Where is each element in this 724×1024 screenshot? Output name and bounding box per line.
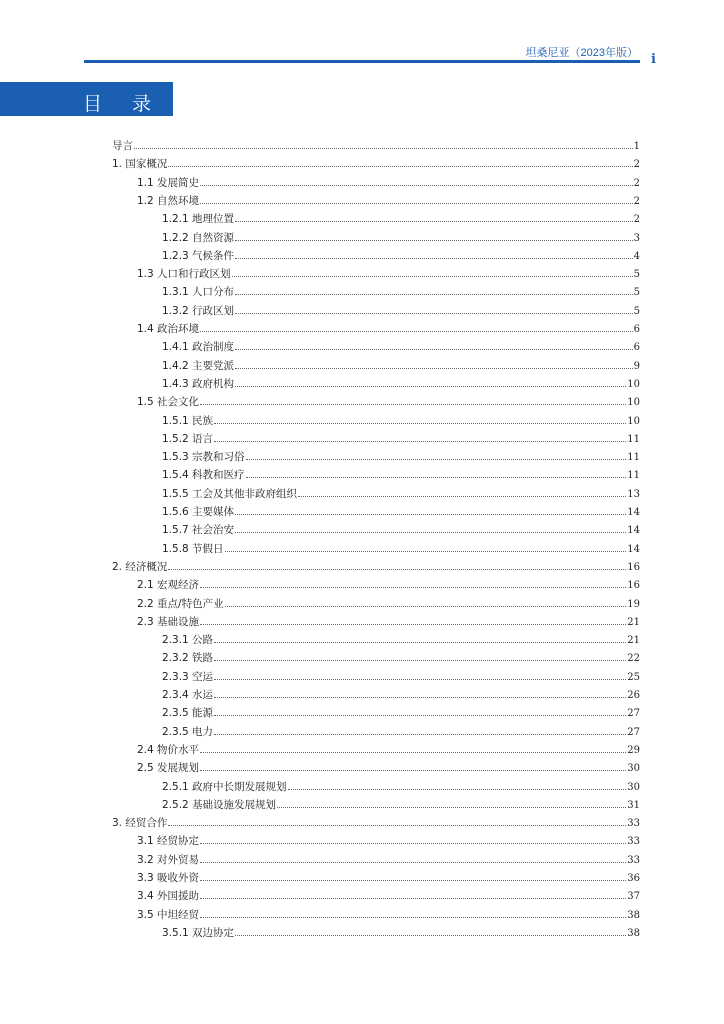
toc-entry-page: 14 bbox=[627, 507, 640, 518]
toc-entry-label: 1.4 政治环境 bbox=[137, 323, 200, 335]
toc-entry[interactable] bbox=[162, 247, 640, 265]
toc-entry[interactable] bbox=[137, 906, 640, 924]
toc-entry[interactable] bbox=[112, 137, 640, 155]
toc-entry-label: 2.5.2 基础设施发展规划 bbox=[162, 798, 277, 811]
toc-entry-label: 1.4.3 政府机构 bbox=[162, 377, 235, 390]
toc-entry[interactable] bbox=[162, 466, 640, 484]
toc-entry-label: 1.5.3 宗教和习俗 bbox=[162, 451, 245, 464]
toc-entry-page: 27 bbox=[627, 708, 640, 720]
toc-entry-page: 11 bbox=[627, 470, 640, 482]
toc-entry-label: 3.4 外国援助 bbox=[137, 890, 200, 903]
toc-leader-dots bbox=[168, 568, 626, 570]
toc-leader-dots bbox=[200, 202, 633, 204]
toc-entry[interactable] bbox=[162, 375, 640, 393]
toc-leader-dots bbox=[168, 824, 626, 826]
toc-leader-dots bbox=[235, 312, 633, 314]
toc-entry[interactable] bbox=[112, 814, 640, 832]
toc-entry-label: 2.1 宏观经济 bbox=[137, 579, 200, 592]
toc-entry-label: 1.2.3 气候条件 bbox=[162, 249, 235, 262]
toc-leader-dots bbox=[200, 879, 626, 881]
toc-entry[interactable] bbox=[162, 540, 640, 558]
toc-entry-page: 10 bbox=[627, 397, 640, 409]
toc-entry-label: 1.2.1 地理位置 bbox=[162, 213, 235, 226]
toc-entry-page: 5 bbox=[633, 287, 640, 299]
toc-entry-label: 3.3 吸收外资 bbox=[137, 872, 200, 884]
toc-entry[interactable] bbox=[112, 558, 640, 576]
toc-leader-dots bbox=[298, 495, 626, 497]
toc-entry-page: 2 bbox=[633, 195, 640, 207]
toc-entry-label: 1.2.2 自然资源 bbox=[162, 231, 235, 244]
toc-entry-label: 1.2 自然环境 bbox=[137, 194, 200, 207]
toc-leader-dots bbox=[235, 348, 633, 350]
toc-entry[interactable] bbox=[162, 686, 640, 704]
toc-entry-page: 2 bbox=[633, 159, 640, 171]
toc-entry-label: 1.3 人口和行政区划 bbox=[137, 268, 231, 281]
toc-entry-label: 3.1 经贸协定 bbox=[137, 835, 200, 848]
toc-entry-page: 6 bbox=[633, 342, 640, 354]
toc-leader-dots bbox=[200, 769, 626, 771]
toc-entry-page: 14 bbox=[627, 543, 640, 555]
toc-entry-label: 1.3.1 人口分布 bbox=[162, 286, 235, 299]
toc-entry-page: 36 bbox=[627, 873, 640, 884]
toc-entry[interactable] bbox=[137, 613, 640, 631]
toc-leader-dots bbox=[200, 897, 626, 899]
toc-entry-page: 2 bbox=[633, 214, 640, 226]
toc-entry[interactable] bbox=[162, 412, 640, 430]
toc-entry-label: 1.5.2 语言 bbox=[162, 432, 214, 445]
toc-entry-page: 33 bbox=[627, 836, 640, 848]
toc-entry-label: 3.2 对外贸易 bbox=[137, 853, 200, 866]
toc-entry[interactable] bbox=[162, 704, 640, 722]
toc-leader-dots bbox=[235, 239, 633, 241]
toc-entry-page: 16 bbox=[627, 561, 640, 573]
toc-entry-page: 5 bbox=[633, 305, 640, 317]
toc-entry[interactable] bbox=[162, 283, 640, 301]
toc-leader-dots bbox=[200, 751, 626, 753]
toc-entry[interactable] bbox=[162, 338, 640, 356]
toc-entry-page: 38 bbox=[627, 927, 640, 939]
running-header-title: 坦桑尼亚（2023年版） bbox=[525, 47, 638, 59]
toc-entry-page: 19 bbox=[627, 598, 640, 610]
toc-entry-label: 3.5.1 双边协定 bbox=[162, 926, 235, 939]
toc-entry[interactable] bbox=[162, 210, 640, 228]
toc-entry[interactable] bbox=[162, 649, 640, 667]
toc-entry[interactable] bbox=[162, 503, 640, 521]
toc-entry-label: 1.5.7 社会治安 bbox=[162, 524, 235, 537]
toc-entry-label: 1. 国家概况 bbox=[112, 158, 168, 171]
toc-entry-label: 1.1 发展简史 bbox=[137, 176, 200, 189]
toc-leader-dots bbox=[232, 275, 633, 277]
toc-leader-dots bbox=[288, 788, 627, 790]
toc-leader-dots bbox=[200, 861, 626, 863]
toc-entry[interactable] bbox=[137, 265, 640, 283]
toc-entry[interactable] bbox=[137, 869, 640, 887]
toc-entry[interactable] bbox=[162, 778, 640, 796]
toc-entry-page: 14 bbox=[627, 525, 640, 537]
toc-entry[interactable] bbox=[162, 448, 640, 466]
toc-entry[interactable] bbox=[162, 521, 640, 539]
toc-leader-dots bbox=[235, 220, 633, 222]
toc-entry-page: 2 bbox=[633, 177, 640, 189]
toc-entry-label: 1.5.1 民族 bbox=[162, 414, 214, 427]
toc-entry[interactable] bbox=[162, 302, 640, 320]
toc-entry[interactable] bbox=[162, 430, 640, 448]
toc-entry[interactable] bbox=[162, 485, 640, 503]
toc-entry[interactable] bbox=[162, 924, 640, 942]
toc-entry-label: 3. 经贸合作 bbox=[112, 817, 168, 830]
toc-leader-dots bbox=[134, 147, 633, 149]
page-number: i bbox=[651, 52, 656, 67]
toc-leader-dots bbox=[235, 293, 633, 295]
toc-entry-page: 33 bbox=[627, 854, 640, 866]
toc-entry-page: 21 bbox=[627, 616, 640, 628]
toc-entry-page: 30 bbox=[627, 781, 640, 793]
toc-leader-dots bbox=[200, 403, 626, 405]
toc-entry-label: 2.3.2 铁路 bbox=[162, 652, 214, 665]
toc-leader-dots bbox=[277, 806, 626, 808]
toc-leader-dots bbox=[235, 257, 633, 259]
toc-entry[interactable] bbox=[137, 393, 640, 411]
toc-entry[interactable] bbox=[137, 887, 640, 905]
toc-entry-page: 27 bbox=[627, 726, 640, 738]
toc-entry[interactable] bbox=[112, 155, 640, 173]
toc-leader-dots bbox=[200, 586, 626, 588]
toc-leader-dots bbox=[235, 531, 626, 533]
toc-leader-dots bbox=[214, 733, 626, 735]
toc-entry-label: 1.3.2 行政区划 bbox=[162, 304, 235, 317]
toc-leader-dots bbox=[225, 605, 627, 607]
toc-leader-dots bbox=[214, 696, 626, 698]
toc-entry-label: 2.3 基础设施 bbox=[137, 615, 200, 628]
toc-entry[interactable] bbox=[137, 192, 640, 210]
toc-leader-dots bbox=[235, 513, 626, 515]
toc-entry[interactable] bbox=[137, 851, 640, 869]
toc-entry[interactable] bbox=[162, 357, 640, 375]
toc-entry[interactable] bbox=[137, 759, 640, 777]
toc-entry[interactable] bbox=[162, 723, 640, 741]
toc-entry-page: 4 bbox=[633, 250, 640, 262]
toc-leader-dots bbox=[235, 934, 626, 936]
toc-entry-page: 31 bbox=[627, 799, 640, 811]
toc-entry-label: 1.5.8 节假日 bbox=[162, 542, 224, 555]
toc-entry[interactable] bbox=[137, 320, 640, 338]
toc-entry-page: 22 bbox=[627, 653, 640, 665]
toc-entry-label: 3.5 中坦经贸 bbox=[137, 908, 200, 921]
toc-leader-dots bbox=[200, 184, 633, 186]
toc-entry-label: 2.4 物价水平 bbox=[137, 743, 200, 756]
toc-entry-page: 9 bbox=[633, 360, 640, 372]
toc-entry-page: 25 bbox=[627, 671, 640, 683]
toc-entry-label: 1.5.4 科教和医疗 bbox=[162, 469, 245, 482]
toc-entry[interactable] bbox=[162, 668, 640, 686]
toc-entry-label: 导言 bbox=[112, 140, 133, 152]
toc-entry-page: 33 bbox=[627, 818, 640, 830]
toc-entry-page: 30 bbox=[627, 763, 640, 775]
toc-entry[interactable] bbox=[162, 229, 640, 247]
toc-entry[interactable] bbox=[137, 174, 640, 192]
toc-entry-page: 16 bbox=[627, 580, 640, 592]
toc-entry-page: 26 bbox=[627, 690, 640, 701]
toc-entry[interactable] bbox=[137, 741, 640, 759]
toc-entry-page: 6 bbox=[633, 324, 640, 335]
toc-entry-page: 5 bbox=[633, 269, 640, 281]
toc-entry-label: 2.3.4 水运 bbox=[162, 689, 214, 701]
toc-leader-dots bbox=[246, 458, 627, 460]
toc-entry-page: 11 bbox=[627, 452, 640, 464]
toc-leader-dots bbox=[235, 367, 633, 369]
toc-entry-label: 1.4.2 主要党派 bbox=[162, 359, 235, 372]
toc-entry[interactable] bbox=[137, 832, 640, 850]
toc-entry[interactable] bbox=[162, 796, 640, 814]
toc-entry-page: 13 bbox=[627, 488, 640, 500]
toc-entry-page: 10 bbox=[627, 415, 640, 427]
toc-entry[interactable] bbox=[162, 631, 640, 649]
toc-leader-dots bbox=[214, 641, 626, 643]
toc-entry-label: 2.3.3 空运 bbox=[162, 670, 214, 683]
toc-leader-dots bbox=[200, 623, 626, 625]
toc-entry[interactable] bbox=[137, 595, 640, 613]
toc-entry-label: 2.5 发展规划 bbox=[137, 762, 200, 775]
toc-entry-label: 1.5.6 主要媒体 bbox=[162, 506, 235, 518]
toc-leader-dots bbox=[214, 659, 626, 661]
toc-entry-label: 1.5 社会文化 bbox=[137, 396, 200, 409]
toc-entry-label: 2.5.1 政府中长期发展规划 bbox=[162, 780, 287, 793]
toc-entry-label: 2.2 重点/特色产业 bbox=[137, 597, 224, 610]
toc-entry-label: 2. 经济概况 bbox=[112, 560, 168, 573]
toc-entry-label: 1.4.1 政治制度 bbox=[162, 341, 235, 354]
toc-entry-label: 1.5.5 工会及其他非政府组织 bbox=[162, 487, 298, 500]
toc-leader-dots bbox=[200, 842, 626, 844]
toc-entry-label: 2.3.5 能源 bbox=[162, 707, 214, 720]
toc-entry-page: 1 bbox=[633, 141, 640, 152]
toc-leader-dots bbox=[214, 714, 626, 716]
toc-leader-dots bbox=[246, 476, 627, 478]
toc-entry-page: 29 bbox=[627, 744, 640, 756]
toc-leader-dots bbox=[214, 422, 626, 424]
toc-leader-dots bbox=[200, 330, 633, 332]
toc-entry-label: 2.3.1 公路 bbox=[162, 634, 214, 647]
toc-entry[interactable] bbox=[137, 576, 640, 594]
toc-heading: 目 录 bbox=[83, 93, 164, 115]
toc-leader-dots bbox=[200, 916, 626, 918]
toc-leader-dots bbox=[168, 165, 632, 167]
toc-entry-page: 10 bbox=[627, 378, 640, 390]
toc-entry-page: 21 bbox=[627, 635, 640, 647]
toc-entry-page: 11 bbox=[627, 433, 640, 445]
toc-leader-dots bbox=[214, 678, 626, 680]
header-rule bbox=[84, 60, 640, 63]
toc-leader-dots bbox=[214, 440, 626, 442]
toc-entry-page: 38 bbox=[627, 909, 640, 921]
toc-entry-label: 2.3.5 电力 bbox=[162, 725, 214, 738]
toc-entry-page: 3 bbox=[633, 232, 640, 244]
toc-leader-dots bbox=[225, 550, 627, 552]
toc-leader-dots bbox=[235, 385, 626, 387]
toc-entry-page: 37 bbox=[627, 891, 640, 903]
